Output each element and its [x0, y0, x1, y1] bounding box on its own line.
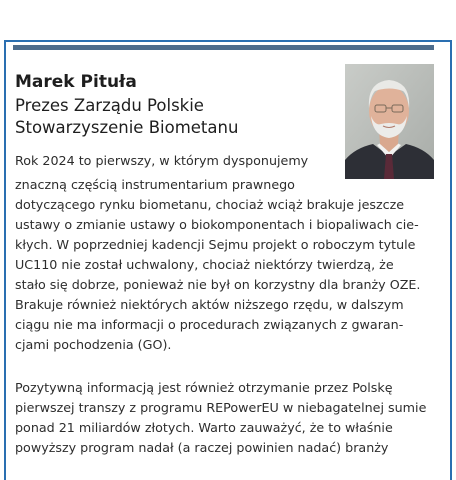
intro-line: Rok 2024 to pierwszy, w którym dysponujemy [15, 153, 309, 168]
paragraph-1 [15, 175, 435, 355]
paragraph-1-line: Brakuje również niektórych aktów niższego rzędu, w dalszym [15, 297, 404, 312]
paragraph-2-line: powyższy program nadał (a raczej powinien nadać) branży [15, 440, 389, 455]
paragraph-2-line: Pozytywną informacją jest również otrzymanie przez Polskę [15, 380, 393, 395]
author-name: Marek Pituła [15, 72, 137, 92]
paragraph-1-line: cjami pochodzenia (GO). [15, 337, 172, 352]
paragraph-1-line: stało się dobrze, ponieważ nie był on korzystny dla branży OZE. [15, 277, 421, 292]
header-rule [13, 45, 434, 50]
paragraph-1-line: UC110 nie został uchwalony, chociaż niektórzy twierdzą, że [15, 257, 394, 272]
intro-paragraph [15, 151, 435, 171]
author-role-line-2: Stowarzyszenie Biometanu [15, 118, 239, 137]
author-role-line-1: Prezes Zarządu Polskie [15, 96, 204, 115]
paragraph-1-line: kłych. W poprzedniej kadencji Sejmu projekt o roboczym tytule [15, 237, 416, 252]
paragraph-1-line: ustawy o zmianie ustawy o biokomponentach i biopaliwach cie- [15, 217, 419, 232]
paragraph-2-line: ponad 21 miliardów złotych. Warto zauważyć, że to właśnie [15, 420, 393, 435]
paragraph-2 [15, 378, 435, 458]
paragraph-2-line: pierwszej transzy z programu REPowerEU w niebagatelnej sumie [15, 400, 427, 415]
intro-line: znaczną częścią instrumentarium prawnego [15, 177, 295, 192]
paragraph-1-line: dotyczącego rynku biometanu, chociaż wciąż brakuje jeszcze [15, 197, 405, 212]
paragraph-1-line: ciągu nie ma informacji o procedurach związanych z gwaran- [15, 317, 404, 332]
